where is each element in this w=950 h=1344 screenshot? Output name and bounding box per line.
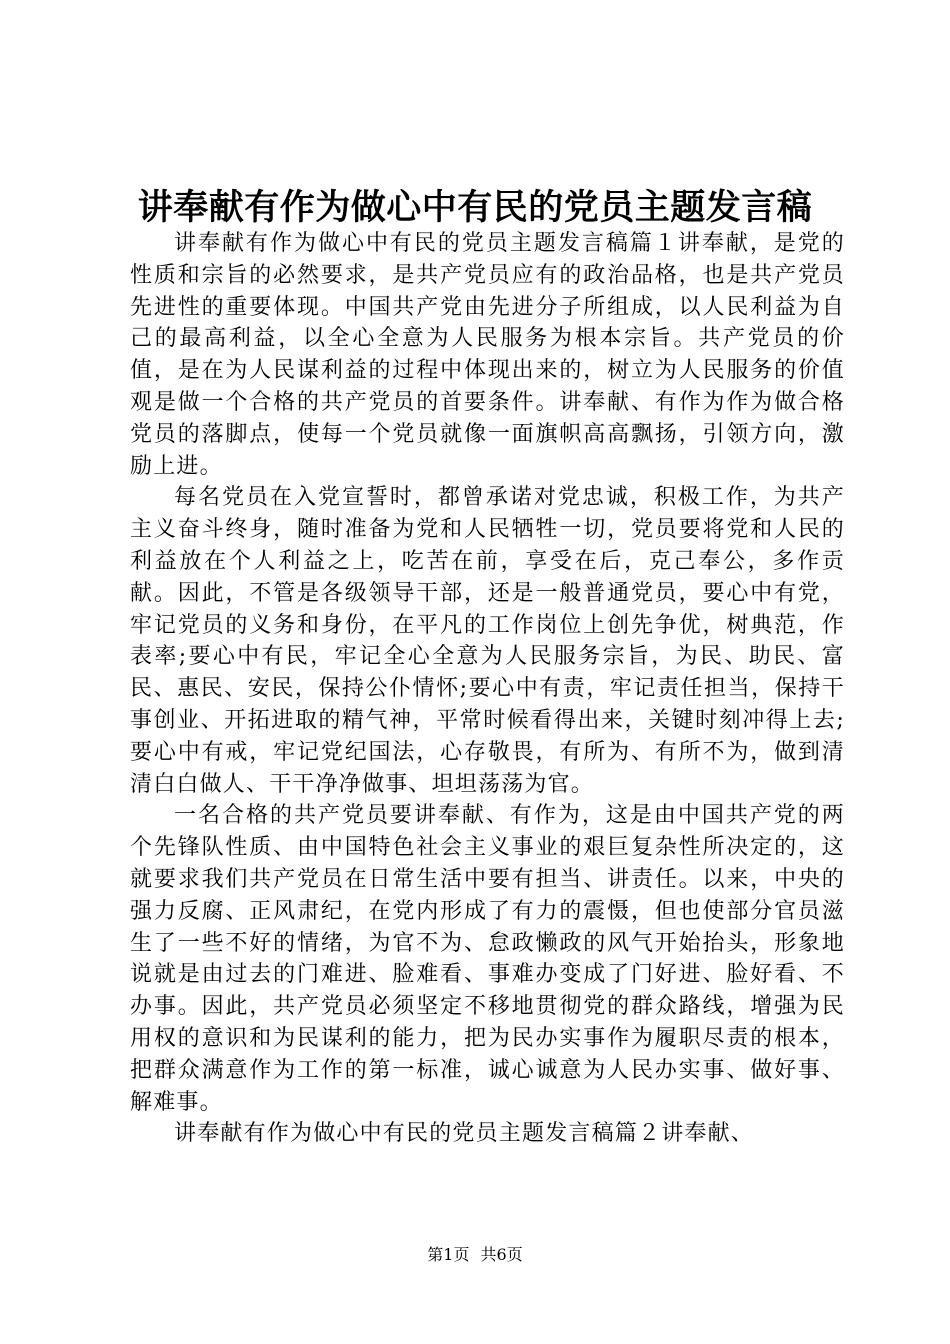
paragraph-4: 讲奉献有作为做心中有民的党员主题发言稿篇２讲奉献、 (174, 1121, 755, 1147)
page-footer (0, 1244, 950, 1266)
paragraph-1: 讲奉献有作为做心中有民的党员主题发言稿篇１讲奉献，是党的性质和宗旨的必然要求，是共产党员应有的政治品格，也是共产党员先进性的重要体现。中国共产党由先进分子所组成，以人民利益为自己的最高利益，以全心全意为人民服务为根本宗旨。共产党员的价值，是在为人民谋利益的过程中体现出来的，树立为人民服务的价值观是做一个合格的共产党员的首要条件。讲奉献、有作为作为做合格党员的落脚点，使每一个党员就像一面旗帜高高飘扬，引领方向，激励上进。 (130, 231, 845, 479)
paragraph-2: 每名党员在入党宣誓时，都曾承诺对党忠诚，积极工作，为共产主义奋斗终身，随时准备为党和人民牺牲一切，党员要将党和人民的利益放在个人利益之上，吃苦在前，享受在后，克己奉公，多作贡献。因此，不管是各级领导干部，还是一般普通党员，要心中有党，牢记党员的义务和身份，在平凡的工作岗位上创先争优，树典范，作表率;要心中有民，牢记全心全意为人民服务宗旨，为民、助民、富民、惠民、安民，保持公仆情怀;要心中有责，牢记责任担当，保持干事创业、开拓进取的精气神，平常时候看得出来，关键时刻冲得上去;要心中有戒，牢记党纪国法，心存敬畏，有所为、有所不为，做到清清白白做人、干干净净做事、坦坦荡荡为官。 (130, 485, 845, 797)
document-title: 讲奉献有作为做心中有民的党员主题发言稿 (137, 187, 813, 228)
paragraph-3: 一名合格的共产党员要讲奉献、有作为，这是由中国共产党的两个先锋队性质、由中国特色社会主义事业的艰巨复杂性所决定的，这就要求我们共产党员在日常生活中要有担当、讲责任。以来，中央的强力反腐、正风肃纪，在党内形成了有力的震慑，但也使部分官员滋生了一些不好的情绪，为官不为、怠政懒政的风气开始抬头，形象地说就是由过去的门难进、脸难看、事难办变成了门好进、脸好看、不办事。因此，共产党员必须坚定不移地贯彻党的群众路线，增强为民用权的意识和为民谋利的能力，把为民办实事作为履职尽责的根本，把群众满意作为工作的第一标准，诚心诚意为人民办实事、做好事、解难事。 (130, 803, 845, 1115)
document-body (130, 228, 845, 1150)
page-number-total: 共6页 (480, 1245, 523, 1264)
page-number-current: 第1页 (427, 1245, 470, 1264)
